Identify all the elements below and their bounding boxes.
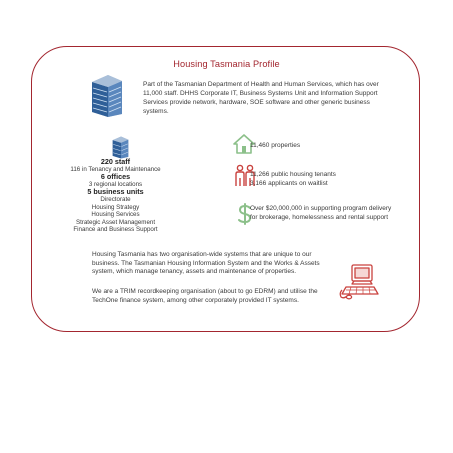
office-building-icon [90, 74, 124, 118]
properties-stat: 11,460 properties [250, 142, 301, 149]
applicants-stat: 3,166 applicants on waitlist [250, 179, 328, 187]
office-building-icon [111, 136, 130, 159]
funding-stat: Over $20,000,000 in supporting program delivery for brokerage, homelessness and rental support [250, 205, 392, 221]
staff-tenancy: 116 in Tenancy and Maintenance [70, 165, 161, 173]
business-unit-item: Housing Services [91, 211, 140, 219]
business-unit-item: Directorate [100, 195, 131, 203]
business-unit-item: Finance and Business Support [73, 226, 158, 234]
tenants-stats [250, 171, 336, 188]
tenants-stat: 11,266 public housing tenants [250, 171, 336, 178]
trim-text: We are a TRIM recordkeeping organisation (about to go EDRM) and utilise the TechOne finance system, among other corporately provided IT systems. [92, 288, 318, 304]
business-unit-item: Strategic Asset Management [75, 218, 156, 226]
office-count: 6 offices [100, 172, 131, 182]
computer-icon [338, 263, 380, 301]
systems-text: Housing Tasmania has two organisation-wide systems that are unique to our business. The Tasmanian Housing Information System and the Works & Assets system, which manage tenancy, assets and maintenance of properties. [92, 251, 320, 275]
staff-summary [45, 158, 186, 234]
staff-count: 220 staff [100, 157, 131, 166]
business-unit-item: Housing Strategy [91, 203, 140, 211]
page-title: Housing Tasmania Profile [173, 59, 280, 69]
business-unit-count: 5 business units [87, 187, 144, 197]
regional-locations: 3 regional locations [88, 180, 143, 188]
intro-text: Part of the Tasmanian Department of Health and Human Services, which has over 11,000 staff. DHHS Corporate IT, Business Systems Unit and Information Support Services provide network, hardware, SOE software and other generic business systems. [143, 81, 379, 115]
